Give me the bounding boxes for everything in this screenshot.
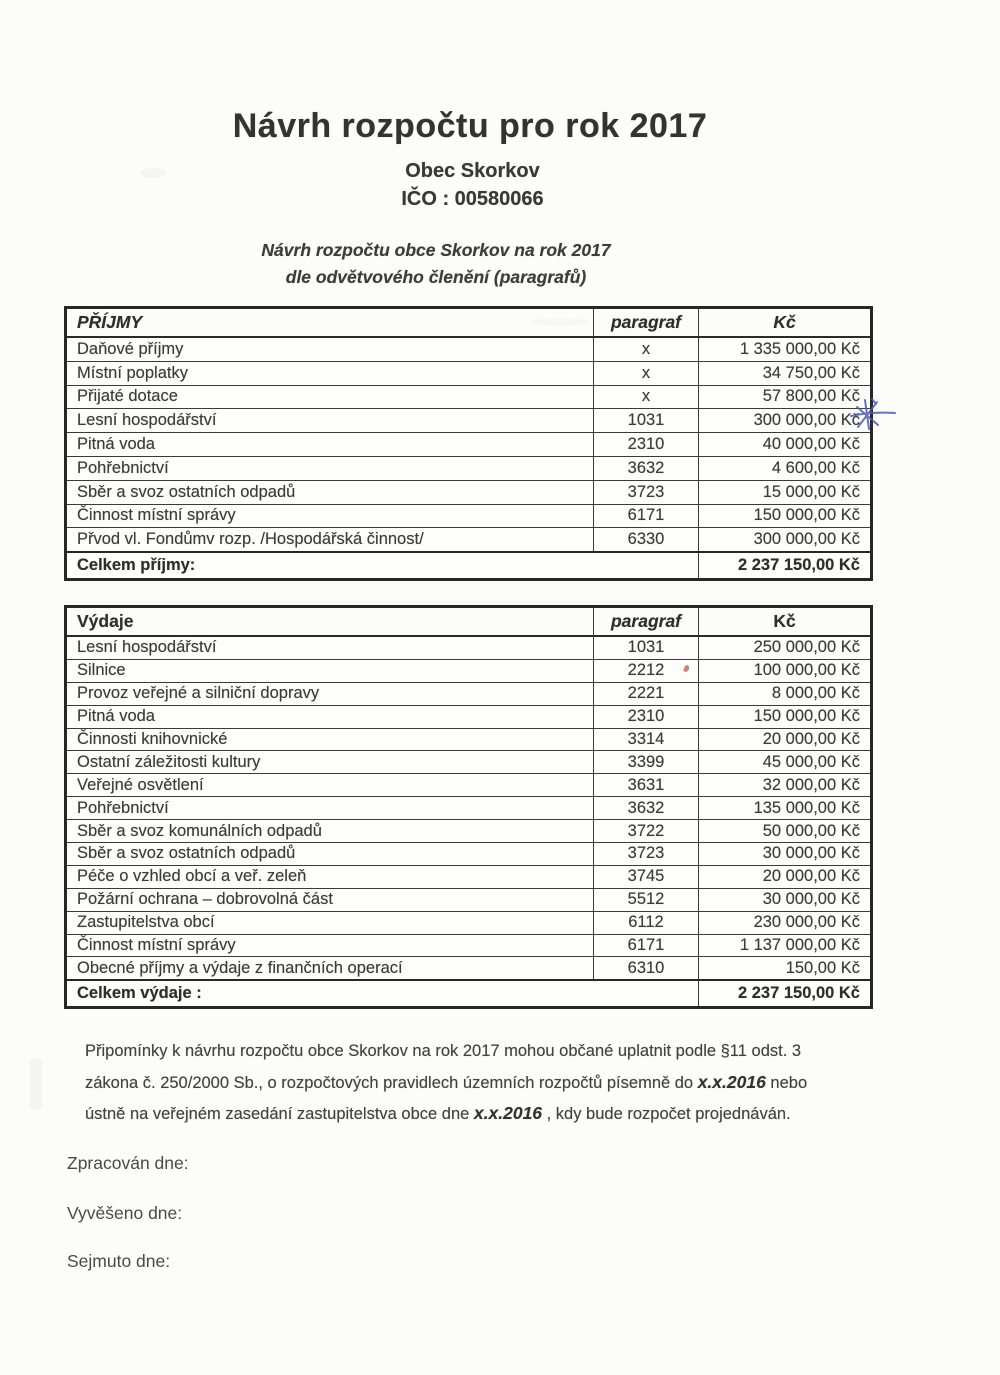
subtitle-line-1: Návrh rozpočtu obce Skorkov na rok 2017 (261, 240, 611, 260)
cell-paragraf: 5512 (594, 888, 699, 911)
income-header-row (66, 308, 872, 338)
cell-amount: 135 000,00 Kč (699, 797, 872, 820)
notice-line-2: zákona č. 250/2000 Sb., o rozpočtových pravidlech územních rozpočtů písemně do x.x.2016 nebo (85, 1071, 808, 1092)
cell-paragraf: 3314 (594, 728, 699, 751)
table-row (66, 659, 872, 682)
cell-amount: 150 000,00 Kč (699, 504, 872, 528)
notice-line-3: ústně na veřejném zasedání zastupitelstva obce dne x.x.2016 , kdy bude rozpočet projednáván. (85, 1103, 791, 1123)
cell-paragraf: 3723 (594, 480, 699, 504)
cell-amount: 300 000,00 Kč (699, 409, 872, 433)
cell-label: Pitná voda (66, 705, 594, 728)
cell-amount: 30 000,00 Kč (699, 888, 872, 911)
table-row (66, 337, 872, 361)
table-row (66, 636, 872, 659)
income-total-label: Celkem příjmy: (66, 552, 699, 580)
cell-paragraf: 2310 (594, 705, 699, 728)
scan-smudge (30, 1058, 42, 1110)
cell-amount: 40 000,00 Kč (699, 433, 872, 457)
cell-label: Sběr a svoz ostatních odpadů (66, 480, 594, 504)
processed-date-label: Zpracován dne: (67, 1153, 189, 1173)
public-notice-paragraph (85, 1036, 930, 1130)
cell-label: Přijaté dotace (66, 385, 594, 409)
cell-paragraf: x (594, 385, 699, 409)
cell-label: Lesní hospodářství (66, 409, 594, 433)
notice-line-1: Připomínky k návrhu rozpočtu obce Skorkov na rok 2017 mohou občané uplatnit podle §11 odst. 3 (85, 1042, 802, 1060)
cell-label: Ostatní záležitosti kultury (66, 751, 594, 774)
cell-paragraf: 3399 (594, 751, 699, 774)
cell-label: Lesní hospodářství (66, 636, 594, 659)
cell-label: Sběr a svoz komunálních odpadů (66, 820, 594, 843)
cell-paragraf: 6310 (594, 957, 699, 980)
cell-paragraf: 3745 (594, 865, 699, 888)
table-row (66, 504, 872, 528)
cell-paragraf: 2212 (594, 659, 699, 682)
cell-amount: 20 000,00 Kč (699, 728, 872, 751)
cell-amount: 300 000,00 Kč (699, 528, 872, 552)
table-row (66, 682, 872, 705)
table-row (66, 865, 872, 888)
org-name: Obec Skorkov (405, 160, 540, 182)
cell-label: Pohřebnictví (66, 797, 594, 820)
table-row (66, 728, 872, 751)
income-header-paragraf: paragraf (594, 308, 699, 338)
cell-label: Veřejné osvětlení (66, 774, 594, 797)
expense-header-paragraf: paragraf (594, 607, 699, 637)
cell-amount: 30 000,00 Kč (699, 843, 872, 866)
cell-label: Pitná voda (66, 433, 594, 457)
cell-amount: 150 000,00 Kč (699, 705, 872, 728)
cell-paragraf: x (594, 361, 699, 385)
cell-amount: 45 000,00 Kč (699, 751, 872, 774)
cell-amount: 20 000,00 Kč (699, 865, 872, 888)
subtitle-line-2: dle odvětvového členění (paragrafů) (285, 267, 587, 287)
cell-amount: 150,00 Kč (699, 957, 872, 980)
expense-total-label: Celkem výdaje : (66, 980, 699, 1008)
expense-header-label: Výdaje (66, 607, 594, 637)
table-row (66, 934, 872, 957)
cell-amount: 34 750,00 Kč (699, 361, 872, 385)
table-row (66, 705, 872, 728)
expense-header-row (66, 607, 872, 637)
cell-label: Pohřebnictví (66, 456, 594, 480)
table-row (66, 957, 872, 980)
cell-amount: 32 000,00 Kč (699, 774, 872, 797)
table-row (66, 797, 872, 820)
cell-paragraf: 1031 (594, 409, 699, 433)
cell-amount: 4 600,00 Kč (699, 456, 872, 480)
cell-amount: 15 000,00 Kč (699, 480, 872, 504)
cell-label: Daňové příjmy (66, 337, 594, 361)
expense-total-row (66, 980, 872, 1008)
table-row (66, 774, 872, 797)
expense-header-amount: Kč (699, 607, 872, 637)
table-row (66, 433, 872, 457)
cell-paragraf: 3723 (594, 843, 699, 866)
table-row (66, 480, 872, 504)
cell-label: Provoz veřejné a silniční dopravy (66, 682, 594, 705)
table-row (66, 751, 872, 774)
cell-paragraf: 2310 (594, 433, 699, 457)
cell-amount: 8 000,00 Kč (699, 682, 872, 705)
income-table (64, 306, 873, 581)
scan-smudge (530, 318, 590, 326)
cell-amount: 100 000,00 Kč (699, 659, 872, 682)
income-total-row (66, 552, 872, 580)
cell-paragraf: 3631 (594, 774, 699, 797)
cell-amount: 1 137 000,00 Kč (699, 934, 872, 957)
cell-paragraf: 3632 (594, 456, 699, 480)
cell-paragraf: 1031 (594, 636, 699, 659)
table-row (66, 820, 872, 843)
table-row (66, 361, 872, 385)
table-row (66, 409, 872, 433)
pen-asterisk-mark (848, 397, 898, 433)
table-row (66, 888, 872, 911)
cell-paragraf: 3722 (594, 820, 699, 843)
cell-paragraf: 6330 (594, 528, 699, 552)
scan-smudge (140, 168, 166, 178)
cell-amount: 230 000,00 Kč (699, 911, 872, 934)
expense-total-amount: 2 237 150,00 Kč (699, 980, 872, 1008)
cell-amount: 50 000,00 Kč (699, 820, 872, 843)
cell-label: Obecné příjmy a výdaje z finančních operací (66, 957, 594, 980)
cell-label: Požární ochrana – dobrovolná část (66, 888, 594, 911)
cell-paragraf: x (594, 337, 699, 361)
page-title: Návrh rozpočtu pro rok 2017 (232, 106, 708, 145)
cell-amount: 1 335 000,00 Kč (699, 337, 872, 361)
cell-label: Činnost místní správy (66, 504, 594, 528)
cell-label: Činnosti knihovnické (66, 728, 594, 751)
cell-paragraf: 6171 (594, 934, 699, 957)
table-row (66, 385, 872, 409)
cell-label: Činnost místní správy (66, 934, 594, 957)
table-row (66, 843, 872, 866)
cell-amount: 57 800,00 Kč (699, 385, 872, 409)
cell-label: Místní poplatky (66, 361, 594, 385)
cell-label: Sběr a svoz ostatních odpadů (66, 843, 594, 866)
cell-label: Péče o vzhled obcí a veř. zeleň (66, 865, 594, 888)
cell-paragraf: 2221 (594, 682, 699, 705)
posted-date-label: Vyvěšeno dne: (67, 1203, 183, 1223)
cell-label: Silnice (66, 659, 594, 682)
table-row (66, 528, 872, 552)
cell-paragraf: 6171 (594, 504, 699, 528)
table-row (66, 911, 872, 934)
cell-label: Zastupitelstva obcí (66, 911, 594, 934)
org-ico: IČO : 00580066 (401, 188, 544, 210)
table-row (66, 456, 872, 480)
cell-paragraf: 3632 (594, 797, 699, 820)
expense-table (64, 605, 873, 1009)
org-block (0, 157, 945, 213)
deadline-date: x.x.2016 (697, 1071, 766, 1092)
income-total-amount: 2 237 150,00 Kč (699, 552, 872, 580)
cell-label: Přvod vl. Fondůmv rozp. /Hospodářská činnost/ (66, 528, 594, 552)
removed-date-label: Sejmuto dne: (67, 1251, 171, 1271)
cell-paragraf: 6112 (594, 911, 699, 934)
meeting-date: x.x.2016 (473, 1103, 543, 1123)
income-header-label: PŘÍJMY (66, 308, 594, 338)
doc-subtitle (86, 237, 786, 291)
income-header-amount: Kč (699, 308, 872, 338)
cell-amount: 250 000,00 Kč (699, 636, 872, 659)
